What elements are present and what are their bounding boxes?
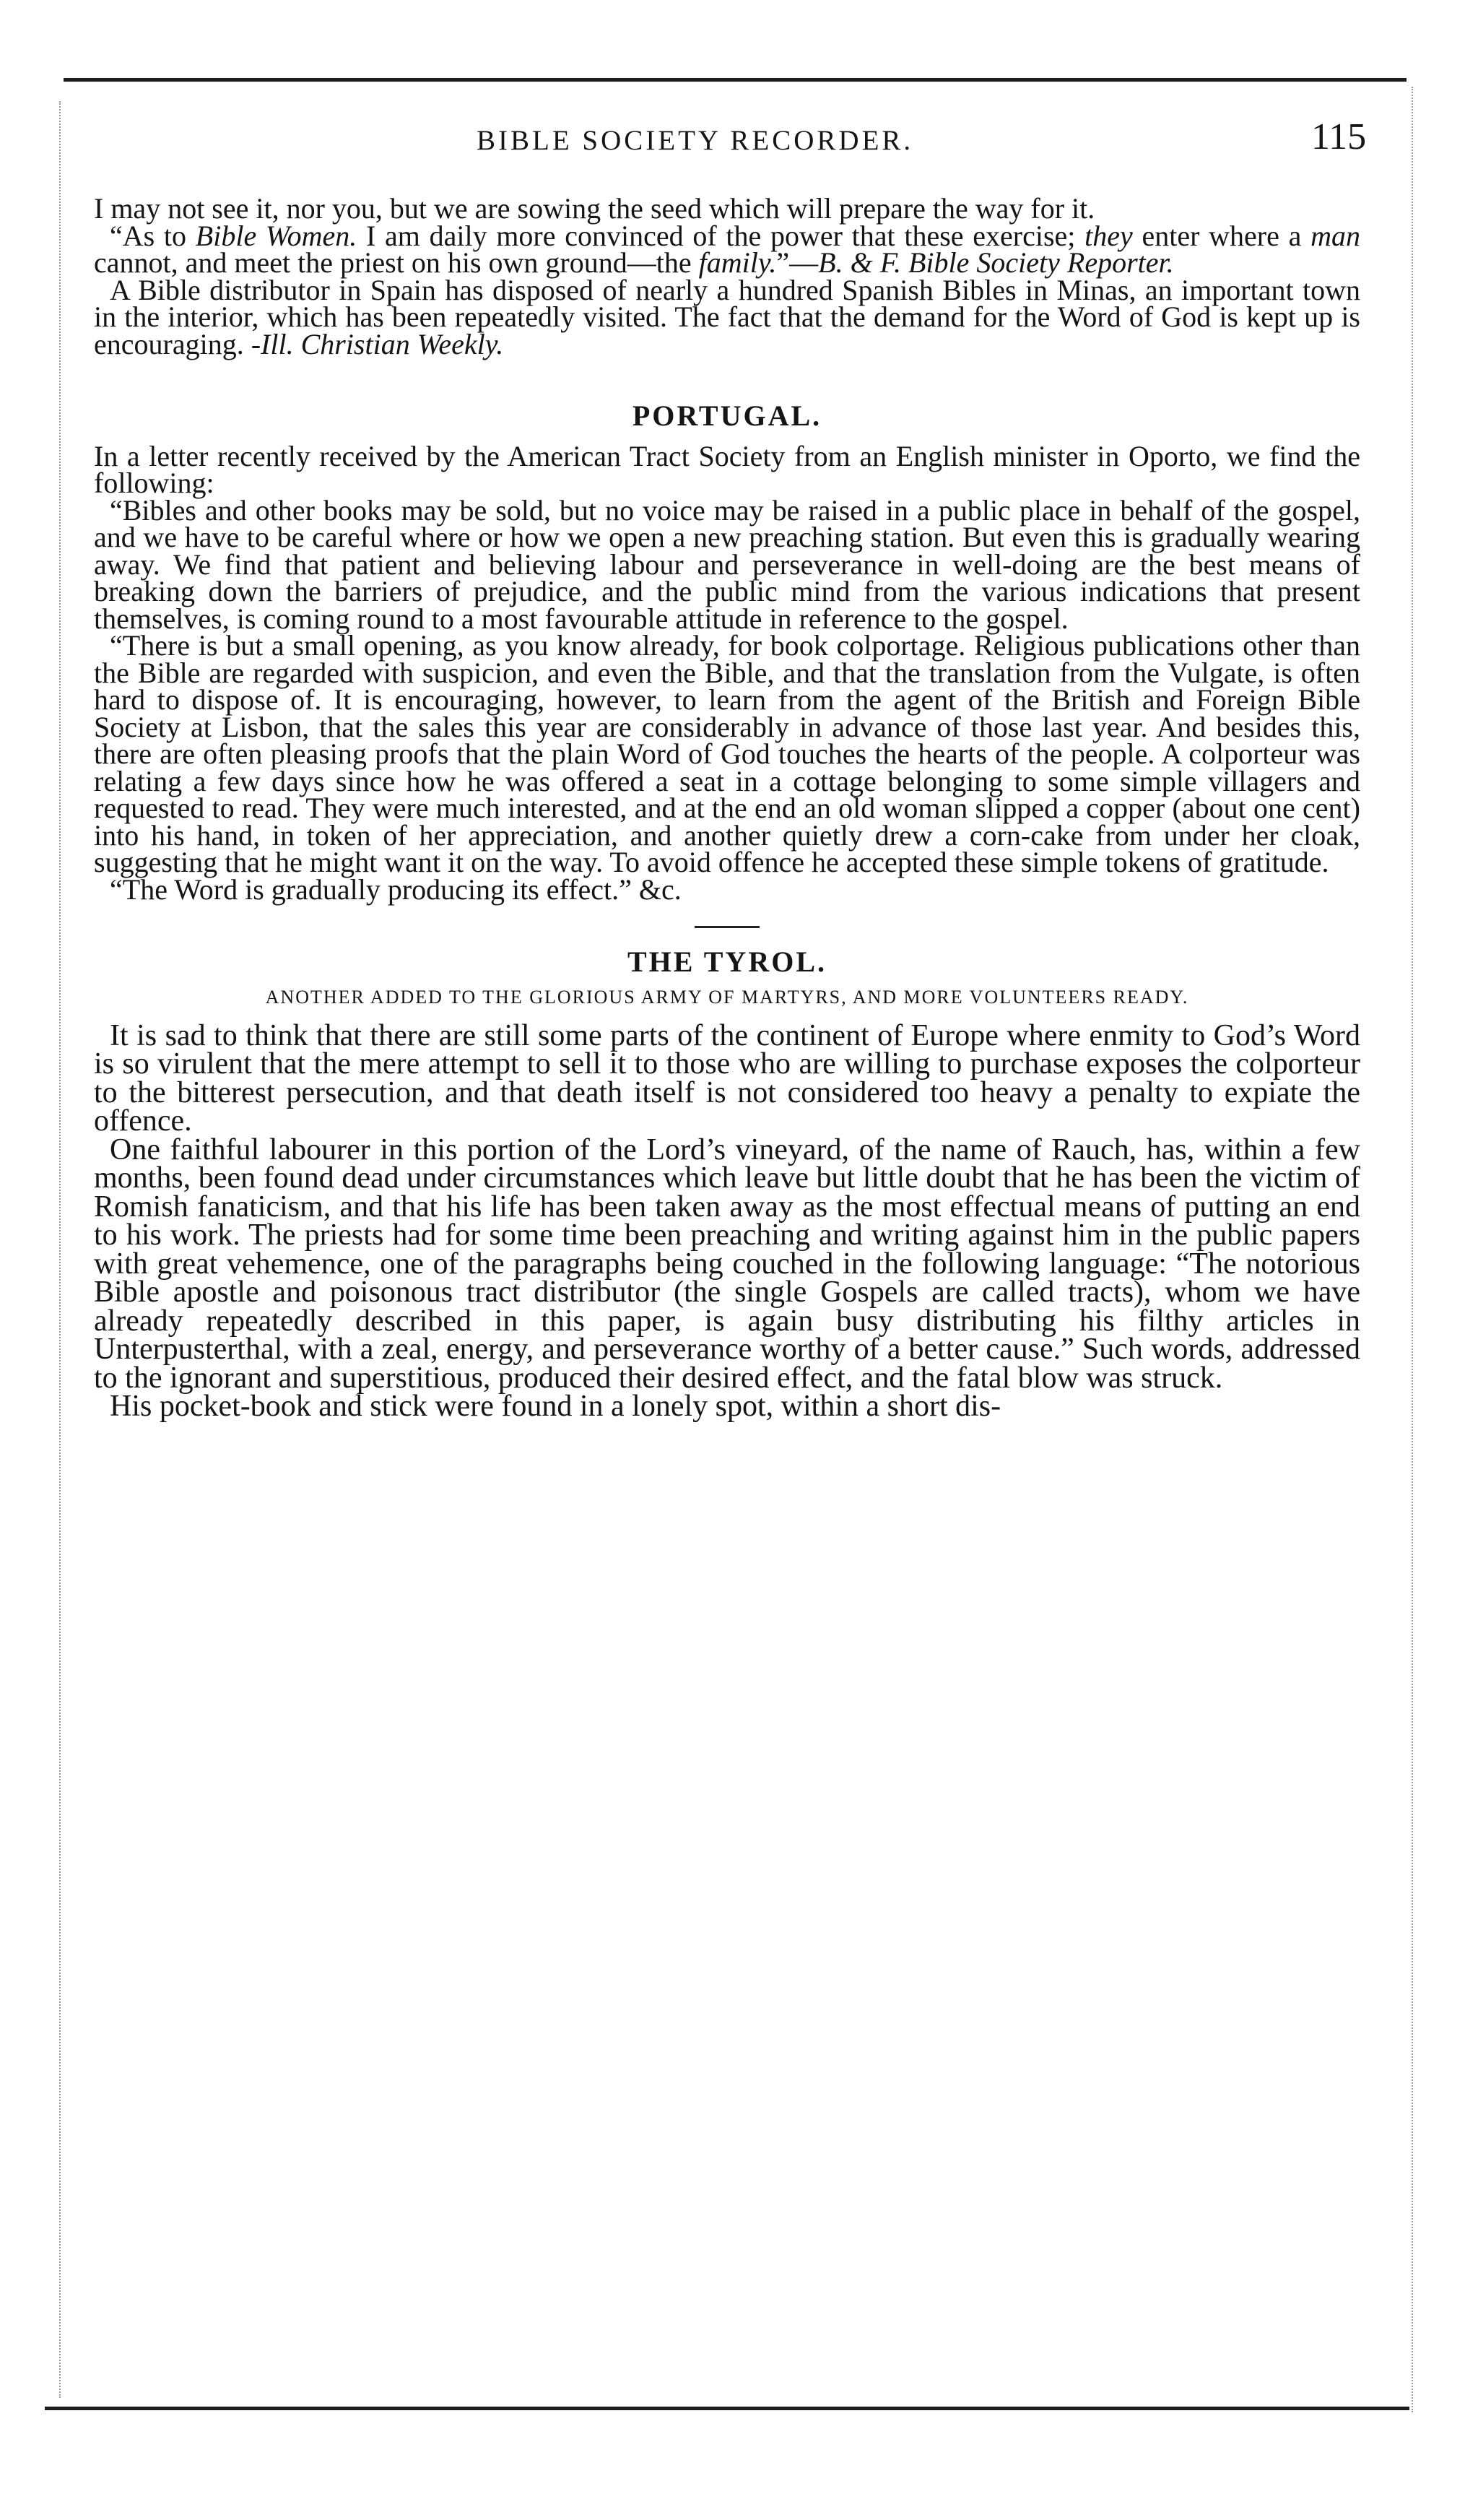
text-run: A Bible distributor in Spain has disposed of nearly a hundred Spanish Bibles in Minas, an important town in the interior, which has been repeatedly visited. The fact that the demand for the Word of God is kept up is encouraging. - — [94, 273, 1360, 360]
page-edge-left — [59, 101, 62, 2398]
section-heading-tyrol: THE TYROL. — [627, 945, 827, 978]
source-citation: Ill. Christian Weekly. — [261, 327, 504, 360]
text-column — [94, 192, 1360, 1423]
paragraph — [94, 273, 1360, 360]
paragraph: “The Word is gradually producing its effect.” &c. — [110, 873, 682, 906]
emphasis: they — [1084, 219, 1133, 252]
paragraph: “Bibles and other books may be sold, but no voice may be raised in a public place in behalf of the gospel, and we have to be careful where or how we open a new preaching station. But even this is gradually wearing away. We find that patient and believing labour and perseverance in well-doing are the best means of breaking down the barriers of prejudice, and the public mind from the various indications that present themselves, is coming round to a most favourable attitude in reference to the gospel. — [94, 493, 1360, 635]
text-run: I am daily more convinced of the power that these exercise; — [357, 219, 1085, 252]
text-run: enter where a — [1132, 219, 1311, 252]
text-run: ”— — [776, 246, 819, 279]
paragraph: His pocket-book and stick were found in a lonely spot, within a short dis- — [110, 1390, 1001, 1423]
source-citation: B. & F. Bible Society Reporter. — [818, 246, 1174, 279]
page-edge-right — [1412, 87, 1414, 2412]
top-rule — [64, 78, 1407, 82]
emphasis: family. — [698, 246, 777, 279]
paragraph: In a letter recently received by the American Tract Society from an English minister in Oporto, we find the following: — [94, 439, 1360, 499]
section-subheading: ANOTHER ADDED TO THE GLORIOUS ARMY OF MARTYRS, AND MORE VOLUNTEERS READY. — [265, 986, 1189, 1008]
paragraph: I may not see it, nor you, but we are sowing the seed which will prepare the way for it. — [94, 192, 1095, 225]
text-run: cannot, and meet the priest on his own ground—the — [94, 246, 699, 279]
paragraph: It is sad to think that there are still some parts of the continent of Europe where enmity to God’s Word is so virulent that the mere attempt to sell it to those who are willing to purchase exposes the colporteur to the bitterest persecution, and that death itself is not considered too heavy a penalty to expiate the offence. — [94, 1018, 1360, 1138]
paragraph — [94, 219, 1360, 279]
page-number: 115 — [1311, 116, 1367, 157]
tyrol-section — [94, 945, 1360, 1423]
paragraph: “There is but a small opening, as you know already, for book colportage. Religious publications other than the Bible are regarded with suspicion, and even the Bible, and that the translation from the Vulgate, is often hard to dispose of. It is encouraging, however, to learn from the agent of the British and Foreign Bible Society at Lisbon, that the sales this year are considerably in advance of those last year. And besides this, there are often pleasing proofs that the plain Word of God touches the hearts of the people. A colporteur was relating a few days since how he was offered a seat in a cottage belonging to some simple villagers and requested to read. They were much interested, and at the end an old woman slipped a copper (about one cent) into his hand, in token of her appreciation, and another quietly drew a corn-cake from under her cloak, suggesting that he might want it on the way. To avoid offence he accepted these simple tokens of gratitude. — [94, 629, 1360, 878]
portugal-section — [94, 399, 1360, 906]
emphasis: Bible Women. — [195, 219, 357, 252]
section-divider — [695, 926, 760, 928]
paragraph: One faithful labourer in this portion of the Lord’s vineyard, of the name of Rauch, has, within a few months, been found dead under circumstances which leave but little doubt that he has been the victim of Romish fanaticism, and that his life has been taken away as the most effectual means of putting an end to his work. The priests had for some time been preaching and writing against him in the public papers with great vehemence, one of the paragraphs being couched in the following language: “The notorious Bible apostle and poisonous tract distributor (the single Gospels are called tracts), whom we have already repeatedly described in this paper, is again busy distributing his filthy articles in Unterpusterthal, with a zeal, energy, and perseverance worthy of a better cause.” Such words, addressed to the ignorant and superstitious, produced their desired effect, and the fatal blow was struck. — [94, 1133, 1360, 1395]
spain-continuation — [94, 192, 1360, 360]
running-title: BIBLE SOCIETY RECORDER. — [477, 125, 914, 156]
emphasis: man — [1310, 219, 1360, 252]
bottom-rule — [45, 2407, 1409, 2410]
text-run: “As to — [110, 219, 196, 252]
section-heading-portugal: PORTUGAL. — [632, 399, 822, 432]
